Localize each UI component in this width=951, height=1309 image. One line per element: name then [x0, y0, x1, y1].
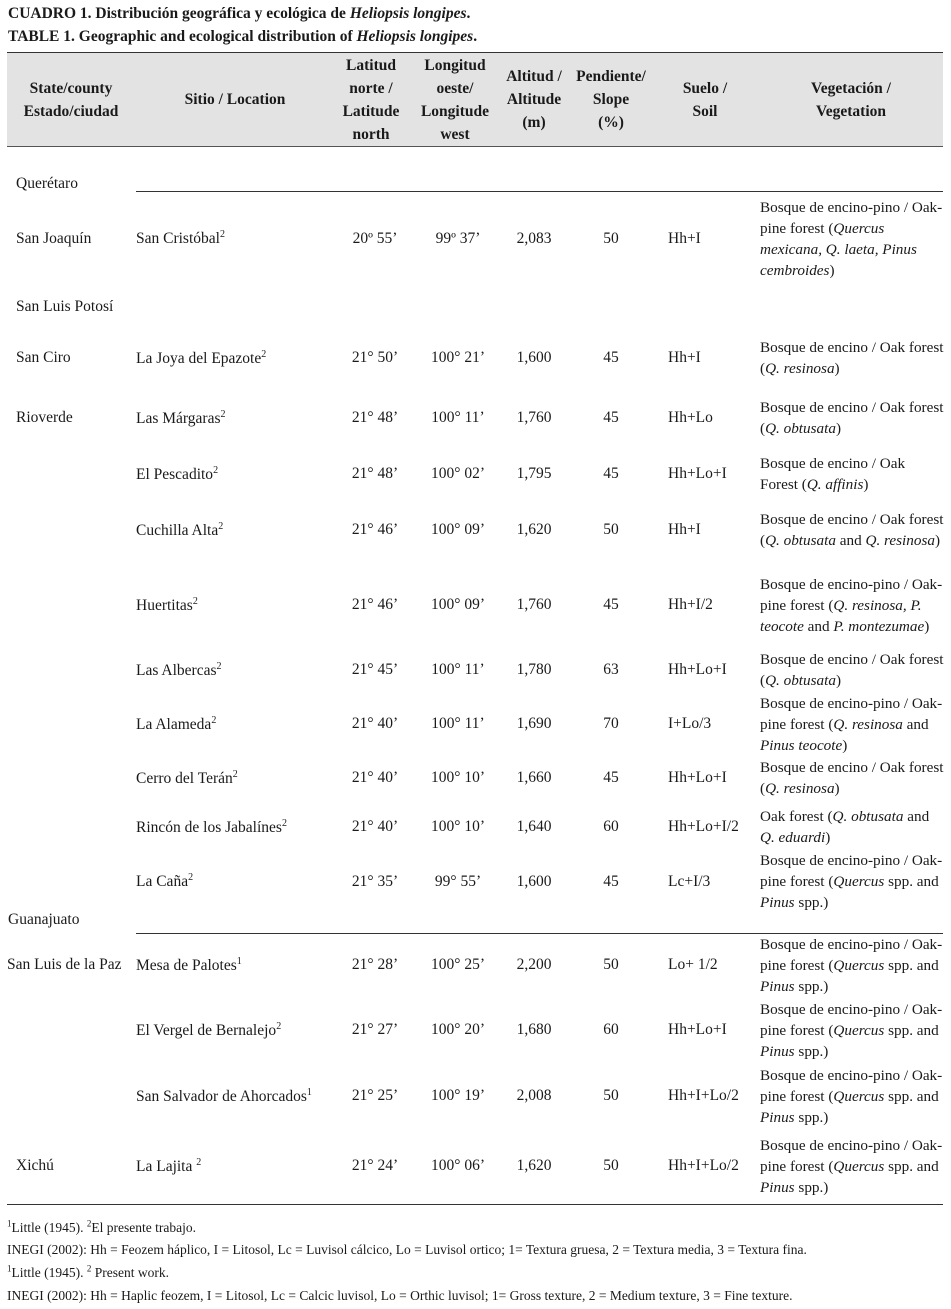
longitude-cell: 100° 09’	[431, 596, 485, 613]
latitude-cell: 21° 40’	[351, 715, 399, 732]
county-cell: San Joaquín	[16, 229, 92, 247]
site-cell: El Pescadito$^2$	[136, 464, 219, 483]
header-longitude: Longitud oeste/ Longitude west	[420, 56, 490, 143]
site-cell: Mesa de Palotes$^1$	[136, 955, 242, 974]
vegetation-cell: Bosque de encino / Oak forest (Q. resinosa)	[760, 759, 944, 797]
county-cell	[16, 650, 134, 690]
latitude-cell: 21° 35’	[351, 872, 399, 890]
county-cell	[16, 756, 134, 800]
county-cell: San Luis de la Paz	[7, 956, 122, 973]
slope-cell: 45	[603, 349, 619, 366]
latitude-cell: 21° 46’	[351, 521, 399, 538]
caption-en: TABLE 1. Geographic and ecological distribution of Heliopsis longipes.	[8, 28, 478, 45]
latitude-cell: 21° 40’	[351, 818, 399, 835]
vegetation-cell: Bosque de encino-pino / Oak-pine forest (Quercus mexicana, Q. laeta, Pinus cembroides)	[760, 198, 943, 279]
site-cell: Las Albercas$^2$	[136, 660, 222, 679]
county-cell: Xichú	[16, 1157, 54, 1174]
vegetation-cell: Bosque de encino / Oak Forest (Q. affinis)	[760, 455, 906, 493]
header-slope: Pendiente/ Slope (%)	[576, 68, 646, 131]
slope-cell: 50	[603, 1157, 619, 1174]
state-queretaro: Querétaro	[16, 175, 78, 192]
longitude-cell: 100° 19’	[431, 1087, 485, 1104]
latitude-cell: 21° 40’	[351, 769, 399, 786]
longitude-cell: 100° 11’	[431, 661, 485, 678]
altitude-cell: 1,600	[516, 872, 552, 890]
county-cell	[16, 562, 134, 648]
soil-cell: Hh+I	[668, 349, 701, 366]
vegetation-cell: Bosque de encino-pino / Oak-pine forest (Quercus spp. and Pinus spp.)	[760, 1066, 943, 1126]
vegetation-cell: Bosque de encino / Oak forest (Q. obtusata and Q. resinosa)	[760, 511, 944, 549]
latitude-cell: 21° 28’	[351, 956, 399, 973]
table-row	[0, 933, 951, 997]
soil-cell: Hh+I	[668, 229, 701, 247]
slope-cell: 50	[603, 1087, 619, 1104]
longitude-cell: 99° 55’	[434, 872, 482, 890]
longitude-cell: 100° 10’	[431, 818, 485, 835]
altitude-cell: 1,795	[516, 465, 552, 482]
county-cell	[16, 850, 134, 913]
slope-cell: 63	[603, 661, 619, 678]
footnote-es-inegi: INEGI (2002): Hh = Feozem háplico, I = Litosol, Lc = Luvisol cálcico, Lo = Luvisol ortico; 1= Textura gruesa, 2 = Textura media, 3 = Textura fina.	[7, 1242, 807, 1257]
footnote-en-inegi: INEGI (2002): Hh = Haplic feozem, I = Litosol, Lc = Calcic luvisol, Lo = Orthic luvisol; 1= Gross texture, 2 = Medium texture, 3 = Fine texture.	[7, 1288, 793, 1303]
longitude-cell: 100° 10’	[431, 769, 485, 786]
latitude-cell: 21° 50’	[351, 349, 399, 366]
county-cell: San Ciro	[16, 349, 71, 366]
group-rule	[136, 191, 943, 192]
site-footnote-ref: 2	[211, 714, 217, 726]
altitude-cell: 1,660	[516, 769, 552, 786]
soil-cell: Hh+Lo+I/2	[668, 818, 739, 835]
vegetation-cell: Bosque de encino / Oak forest (Q. obtusata)	[760, 399, 944, 437]
header-state: State/county Estado/ciudad	[23, 79, 119, 120]
county-cell	[16, 501, 134, 559]
site-cell: La Alameda$^2$	[136, 714, 217, 733]
soil-cell: Lc+I/3	[668, 872, 711, 890]
site-cell: San Salvador de Ahorcados$^1$	[136, 1086, 312, 1105]
site-cell: La Lajita $^2$	[136, 1156, 202, 1175]
soil-cell: Lo+ 1/2	[668, 956, 718, 973]
vegetation-cell: Bosque de encino-pino / Oak-pine forest (Quercus spp. and Pinus spp.)	[760, 852, 943, 911]
soil-cell: Hh+I	[668, 521, 701, 538]
soil-cell: Hh+I+Lo/2	[668, 1157, 739, 1174]
slope-cell: 60	[603, 1021, 619, 1038]
vegetation-cell: Bosque de encino / Oak forest (Q. obtusata)	[760, 651, 944, 689]
latitude-cell: 21° 48’	[351, 409, 399, 426]
altitude-cell: 1,620	[516, 521, 552, 538]
table-row	[0, 1134, 951, 1198]
altitude-cell: 1,780	[516, 661, 552, 678]
longitude-cell: 100° 21’	[431, 349, 485, 366]
altitude-cell: 1,680	[516, 1021, 552, 1038]
longitude-cell: 100° 09’	[431, 521, 485, 538]
longitude-cell: 100° 11’	[431, 715, 485, 732]
slope-cell: 45	[603, 769, 619, 786]
altitude-cell: 1,690	[516, 715, 552, 732]
state-san-luis-potosi: San Luis Potosí	[16, 298, 114, 315]
site-cell: El Vergel de Bernalejo$^2$	[136, 1020, 282, 1039]
altitude-cell: 2,083	[516, 229, 552, 247]
slope-cell: 50	[603, 956, 619, 973]
site-footnote-ref: 2	[196, 1156, 202, 1168]
header-site: Sitio / Location	[184, 91, 286, 108]
county-cell	[16, 1064, 134, 1128]
site-cell: Cerro del Terán$^2$	[136, 768, 238, 787]
longitude-cell: 99º 37’	[435, 229, 481, 247]
slope-cell: 50	[603, 229, 619, 247]
soil-cell: I+Lo/3	[668, 715, 712, 732]
latitude-cell: 21° 27’	[351, 1021, 399, 1038]
table-bottom-rule	[7, 1204, 943, 1205]
site-footnote-ref: 1	[236, 955, 242, 967]
site-footnote-ref: 2	[281, 817, 287, 829]
longitude-cell: 100° 25’	[431, 956, 485, 973]
latitude-cell: 21° 48’	[351, 465, 399, 482]
vegetation-cell: Bosque de encino / Oak forest (Q. resinosa)	[760, 339, 944, 377]
site-cell: Cuchilla Alta$^2$	[136, 520, 224, 539]
state-guanajuato: Guanajuato	[8, 911, 80, 928]
slope-cell: 45	[603, 409, 619, 426]
slope-cell: 45	[603, 465, 619, 482]
soil-cell: Hh+Lo+I	[668, 769, 727, 786]
longitude-cell: 100° 11’	[431, 409, 485, 426]
county-cell: Rioverde	[16, 409, 73, 426]
header-altitude: Altitud / Altitude (m)	[506, 68, 562, 131]
vegetation-cell: Bosque de encino-pino / Oak-pine forest (Q. resinosa and Pinus teocote)	[760, 694, 943, 754]
table-row	[0, 999, 951, 1061]
table-header	[7, 52, 943, 147]
table-row	[0, 850, 951, 913]
site-cell: Huertitas$^2$	[136, 595, 198, 614]
soil-cell: Hh+Lo	[668, 409, 713, 426]
altitude-cell: 1,760	[516, 596, 552, 613]
site-footnote-ref: 2	[213, 464, 219, 476]
county-cell	[16, 999, 134, 1061]
soil-cell: Hh+Lo+I	[668, 465, 727, 482]
site-footnote-ref: 2	[276, 1020, 282, 1032]
altitude-cell: 1,600	[516, 349, 552, 366]
site-cell: Las Márgaras$^2$	[136, 408, 226, 427]
footnote-es-refs: $^1$Little (1945). $^2$El presente trabajo.	[7, 1218, 196, 1235]
site-cell: Rincón de los Jabalínes$^2$	[136, 817, 287, 836]
caption-es: CUADRO 1. Distribución geográfica y ecológica de Heliopsis longipes.	[8, 5, 471, 22]
latitude-cell: 21° 24’	[351, 1157, 399, 1174]
table-row	[0, 335, 951, 381]
site-footnote-ref: 2	[192, 595, 198, 607]
site-footnote-ref: 2	[188, 871, 194, 883]
table-row	[0, 756, 951, 800]
table-row	[0, 196, 951, 281]
longitude-cell: 100° 02’	[431, 465, 485, 482]
header-vegetation: Vegetación / Vegetation	[811, 79, 891, 120]
soil-cell: Hh+I+Lo/2	[668, 1087, 739, 1104]
site-footnote-ref: 1	[306, 1086, 312, 1098]
site-footnote-ref: 2	[216, 660, 222, 672]
altitude-cell: 1,620	[516, 1157, 552, 1174]
table-row	[0, 807, 951, 847]
county-cell	[16, 807, 134, 847]
latitude-cell: 21° 25’	[351, 1087, 399, 1104]
table-row	[0, 695, 951, 753]
longitude-cell: 100° 06’	[431, 1157, 485, 1174]
latitude-cell: 21° 46’	[351, 596, 399, 613]
altitude-cell: 1,760	[516, 409, 552, 426]
table-row	[0, 501, 951, 559]
longitude-cell: 100° 20’	[431, 1021, 485, 1038]
slope-cell: 70	[603, 715, 619, 732]
header-soil: Suelo / Soil	[682, 79, 728, 120]
county-cell	[16, 451, 134, 497]
vegetation-cell: Bosque de encino-pino / Oak-pine forest (Quercus spp. and Pinus spp.)	[760, 935, 943, 995]
altitude-cell: 2,200	[516, 956, 552, 973]
vegetation-cell: Bosque de encino-pino / Oak-pine forest (Quercus spp. and Pinus spp.)	[760, 1000, 943, 1060]
site-cell: La Caña$^2$	[136, 871, 194, 890]
altitude-cell: 2,008	[516, 1087, 552, 1104]
vegetation-cell: Oak forest (Q. obtusata and Q. eduardi)	[760, 808, 930, 846]
site-cell: La Joya del Epazote$^2$	[136, 348, 267, 367]
soil-cell: Hh+Lo+I	[668, 1021, 727, 1038]
slope-cell: 50	[603, 521, 619, 538]
table-row	[0, 562, 951, 648]
site-footnote-ref: 2	[218, 520, 224, 532]
header-latitude: Latitud norte / Latitude north	[342, 56, 400, 143]
site-footnote-ref: 2	[219, 228, 225, 240]
site-footnote-ref: 2	[220, 408, 226, 420]
site-cell: San Cristóbal$^2$	[136, 228, 225, 247]
slope-cell: 45	[603, 596, 619, 613]
latitude-cell: 21° 45’	[351, 661, 399, 678]
site-footnote-ref: 2	[232, 768, 238, 780]
slope-cell: 45	[603, 872, 619, 890]
soil-cell: Hh+Lo+I	[668, 661, 727, 678]
county-cell	[16, 695, 134, 753]
latitude-cell: 20º 55’	[352, 229, 398, 247]
vegetation-cell: Bosque de encino-pino / Oak-pine forest (Quercus spp. and Pinus spp.)	[760, 1136, 943, 1196]
soil-cell: Hh+I/2	[668, 596, 713, 613]
vegetation-cell: Bosque de encino-pino / Oak-pine forest (Q. resinosa, P. teocote and P. montezumae)	[760, 575, 943, 635]
altitude-cell: 1,640	[516, 818, 552, 835]
footnote-en-refs: $^1$Little (1945). $^2$ Present work.	[7, 1263, 169, 1280]
table-row	[0, 451, 951, 497]
table-row	[0, 650, 951, 690]
slope-cell: 60	[603, 818, 619, 835]
table-row	[0, 1064, 951, 1128]
site-footnote-ref: 2	[261, 348, 267, 360]
table-row	[0, 395, 951, 441]
